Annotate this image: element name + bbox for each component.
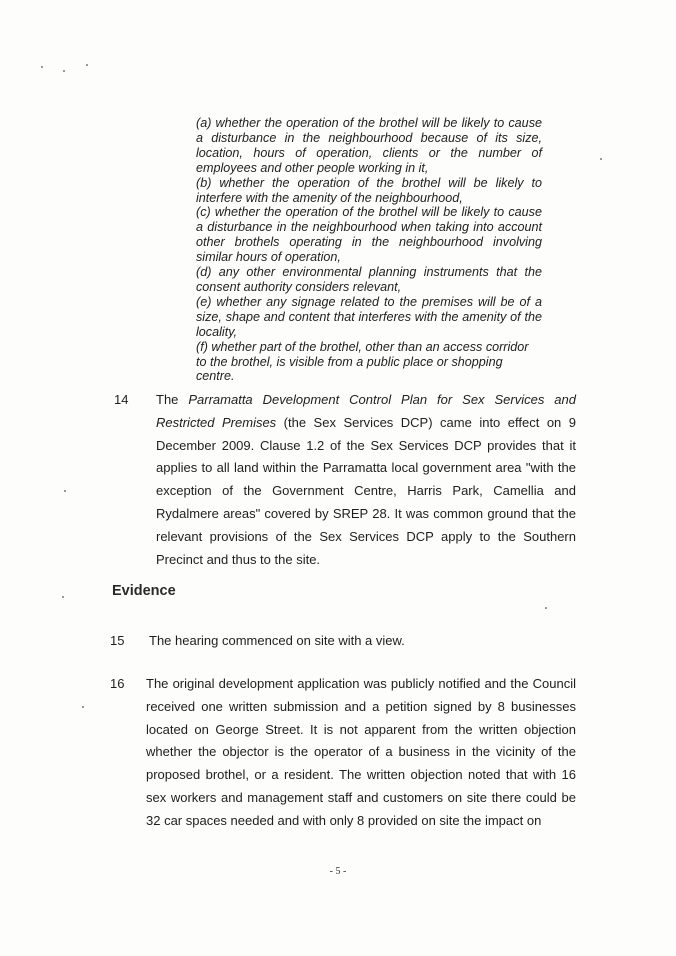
quote-item-f: (f) whether part of the brothel, other than an access corridor to the brothel, is visible from a public place or shopping centre. <box>196 339 529 384</box>
paragraph-text: The <box>156 392 189 407</box>
scan-speck <box>82 706 84 708</box>
scan-speck <box>41 66 43 68</box>
section-heading: Evidence <box>112 583 176 599</box>
paragraph-number: 16 <box>110 676 125 691</box>
paragraph-body: The hearing commenced on site with a view. <box>149 633 405 648</box>
paragraph-body <box>156 389 576 571</box>
quoted-clause <box>196 116 542 384</box>
paragraph-text: (the Sex Services DCP) came into effect on 9 December 2009. Clause 1.2 of the Sex Services DCP provides that it applies to all land within the Parramatta local government area "with the exception of the Government Centre, Harris Park, Camellia and Rydalmere areas" covered by SREP 28. It was common ground that the relevant provisions of the Sex Services DCP apply to the Southern Precinct and thus to the site. <box>156 414 576 567</box>
scan-speck <box>62 596 64 598</box>
scan-speck <box>600 158 602 160</box>
quote-item-d: (d) any other environmental planning instruments that the consent authority considers relevant, <box>196 265 542 294</box>
quote-item-e: (e) whether any signage related to the premises will be of a size, shape and content that interferes with the amenity of the locality, <box>196 294 542 339</box>
page-number: - 5 - <box>329 866 347 877</box>
scan-speck <box>63 70 65 72</box>
paragraph-number: 15 <box>110 633 125 648</box>
paragraph-number: 14 <box>114 392 129 407</box>
paragraph-body: The original development application was publicly notified and the Council received one written submission and a petition signed by 8 businesses located on George Street. It is not apparent from the written objection whether the objector is the operator of a business in the vicinity of the proposed brothel, or a resident. The written objection noted that with 16 sex workers and management staff and customers on site there could be 32 car spaces needed and with only 8 provided on site the impact on <box>146 676 576 828</box>
quote-item-a: (a) whether the operation of the brothel will be likely to cause a disturbance in the neighbourhood because of its size, location, hours of operation, clients or the number of employees and other people working in it, <box>196 116 542 175</box>
paragraph-16 <box>110 673 576 833</box>
scan-speck <box>545 607 547 609</box>
paragraph-14 <box>114 389 576 571</box>
dcp-title: Parramatta Development Control Plan for Sex Services and Restricted Premises <box>156 392 576 430</box>
quote-item-b: (b) whether the operation of the brothel will be likely to interfere with the amenity of the neighbourhood, <box>196 175 542 205</box>
paragraph-15 <box>110 630 576 653</box>
scan-speck <box>86 64 88 66</box>
quote-item-c: (c) whether the operation of the brothel will be likely to cause a disturbance in the neighbourhood when taking into account other brothels operating in the neighbourhood involving similar hours of operation, <box>196 205 542 265</box>
scan-speck <box>64 490 66 492</box>
